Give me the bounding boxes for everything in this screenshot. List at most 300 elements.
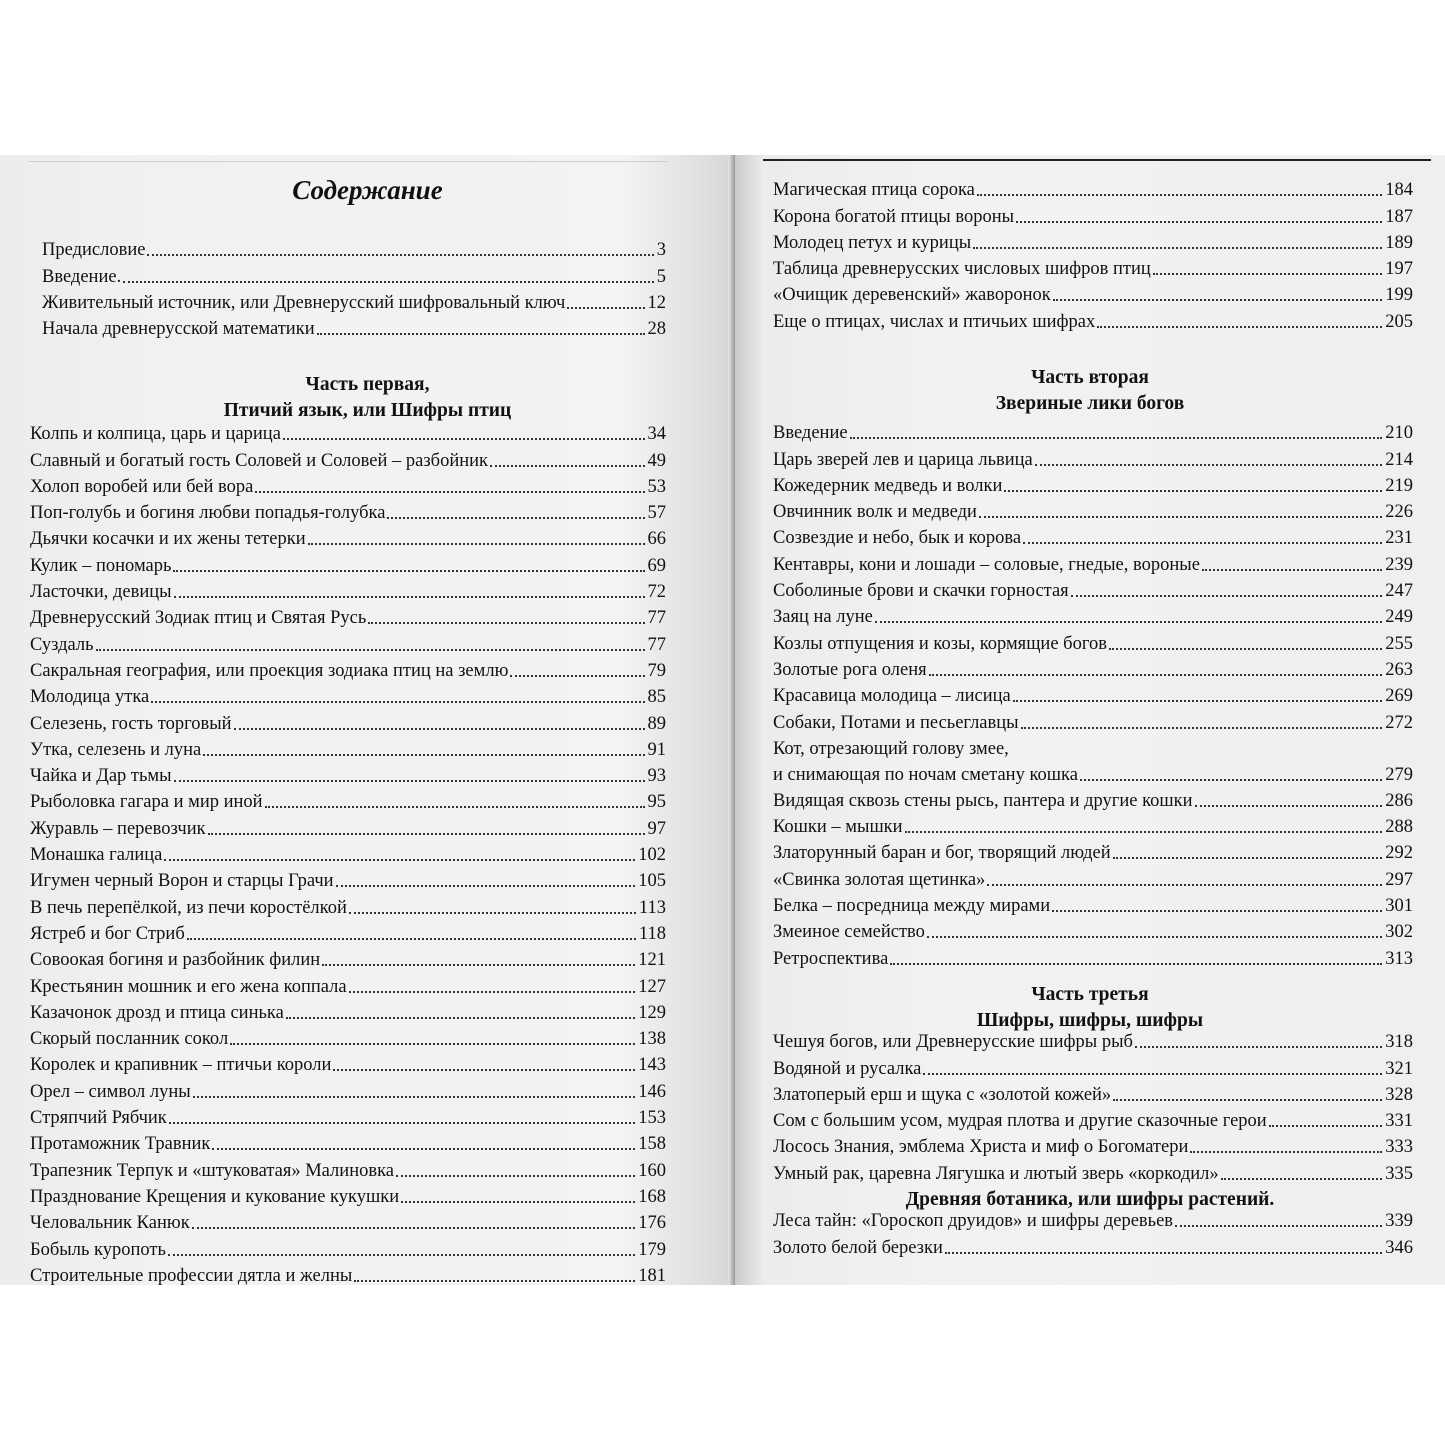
entry-title: Начала древнерусской математики: [42, 319, 315, 340]
entry-page: 77: [647, 634, 666, 655]
entry-title: Козлы отпущения и козы, кормящие богов: [773, 633, 1107, 654]
entry-page: 255: [1385, 633, 1413, 654]
entry-title: Златоперый ерш и щука с «золотой кожей»: [773, 1084, 1112, 1105]
dot-leader: [1023, 542, 1382, 544]
dot-leader: [230, 1043, 635, 1045]
dot-leader: [1071, 595, 1383, 597]
toc-entry: [30, 682, 666, 708]
entry-title: Колпь и колпица, царь и царица: [30, 424, 281, 445]
part2-title: Звериные лики богов: [995, 393, 1185, 414]
dot-leader: [322, 964, 635, 966]
toc-entry: [773, 306, 1413, 332]
toc-entry: [30, 945, 666, 971]
entry-page: 339: [1385, 1211, 1413, 1232]
entry-title: Стряпчий Рябчик: [30, 1108, 167, 1129]
entry-title: Видящая сквозь стены рысь, пантера и другие кошки: [773, 790, 1193, 811]
entry-page: 189: [1385, 232, 1413, 253]
entry-title: Молодица утка: [30, 687, 150, 708]
entry-page: 143: [638, 1055, 666, 1076]
entry-page: 113: [638, 897, 666, 918]
toc-entry: [773, 891, 1413, 917]
toc-entry: [30, 1050, 666, 1076]
toc-entry: [30, 813, 666, 839]
entry-title: Овчинник волк и медведи: [773, 502, 977, 523]
entry-page: 247: [1385, 581, 1413, 602]
entry-title: Рыболовка гагара и мир иной: [30, 792, 263, 813]
entry-title: Ретроспектива: [773, 948, 889, 969]
toc-entry: [773, 681, 1413, 707]
dot-leader: [265, 806, 645, 808]
dot-leader: [1004, 490, 1382, 492]
toc-entry: [30, 761, 666, 787]
entry-page: 102: [638, 845, 666, 866]
dot-leader: [283, 438, 645, 440]
dot-leader: [1113, 857, 1383, 859]
dot-leader: [1016, 221, 1382, 223]
entry-page: 288: [1385, 817, 1413, 838]
dot-leader: [850, 437, 1383, 439]
entry-page: 138: [638, 1029, 666, 1050]
dot-leader: [1202, 569, 1382, 571]
entry-page: 158: [638, 1134, 666, 1155]
toc-entry: [30, 629, 666, 655]
entry-title: Сакральная география, или проекция зодиака птиц на землю: [30, 660, 509, 681]
entry-title: Кот, отрезающий голову змее,: [773, 738, 1009, 759]
dot-leader: [567, 307, 644, 309]
entry-title: Белка – посредница между мирами: [773, 896, 1051, 917]
page-rule: [28, 161, 668, 162]
entry-page: 12: [647, 292, 666, 313]
toc-entry: [773, 628, 1413, 654]
entry-title: Умный рак, царевна Лягушка и лютый зверь «коркодил»: [773, 1163, 1219, 1184]
toc-entry: [773, 864, 1413, 890]
entry-title: Корона богатой птицы вороны: [773, 206, 1015, 227]
toc-entry: [773, 602, 1413, 628]
dot-leader: [1013, 700, 1382, 702]
toc-entry: [30, 971, 666, 997]
entry-title: Королек и крапивник – птичьи короли: [30, 1055, 332, 1076]
dot-leader: [929, 674, 1383, 676]
toc-entry: [773, 549, 1413, 575]
part1-title: Птичий язык, или Шифры птиц: [223, 400, 512, 421]
dot-leader: [349, 991, 636, 993]
toc-entry: [30, 1024, 666, 1050]
botany-title: Древняя ботаника, или шифры растений.: [905, 1189, 1275, 1210]
entry-title: Змеиное семейство: [773, 922, 925, 943]
toc-entry: [30, 603, 666, 629]
dot-leader: [1109, 648, 1382, 650]
dot-leader: [333, 1069, 635, 1071]
entry-page: 302: [1385, 922, 1413, 943]
entry-page: 331: [1385, 1111, 1413, 1132]
entry-page: 205: [1385, 311, 1413, 332]
toc-entry: [773, 471, 1413, 497]
entry-title: Холоп воробей или бей вора: [30, 476, 254, 497]
dot-leader: [1269, 1125, 1383, 1127]
entry-title: Кожедерник медведь и волки: [773, 475, 1003, 496]
entry-page: 49: [647, 450, 666, 471]
entry-page: 333: [1385, 1137, 1413, 1158]
toc-entry: [773, 254, 1413, 280]
entry-title: Водяной и русалка: [773, 1058, 922, 1079]
dot-leader: [169, 1122, 635, 1124]
entry-title: «Очищик деревенский» жаворонок: [773, 285, 1051, 306]
entry-page: 66: [647, 529, 666, 550]
entry-page: 3: [656, 240, 666, 261]
entry-page: 118: [638, 923, 666, 944]
toc-entry: [30, 445, 666, 471]
toc-entry: [30, 550, 666, 576]
dot-leader: [174, 596, 645, 598]
toc-entry: [773, 228, 1413, 254]
dot-leader: [1113, 1099, 1382, 1101]
entry-title: Еще о птицах, числах и птичьих шифрах: [773, 311, 1096, 332]
entry-title: Строительные профессии дятла и желны: [30, 1265, 353, 1285]
toc-entry: [42, 235, 666, 261]
entry-page: 93: [647, 766, 666, 787]
dot-leader: [890, 963, 1382, 965]
dot-leader: [203, 754, 644, 756]
entry-title: Царь зверей лев и царица львица: [773, 449, 1033, 470]
entry-page: 5: [656, 266, 666, 287]
toc-entry: [30, 1234, 666, 1260]
entry-title: Золото белой березки: [773, 1237, 943, 1258]
entry-page: 328: [1385, 1084, 1413, 1105]
dot-leader: [212, 1148, 635, 1150]
entry-line: [773, 734, 1413, 760]
entry-title: Селезень, гость торговый: [30, 713, 232, 734]
dot-leader: [1190, 1151, 1382, 1153]
dot-leader: [396, 1175, 635, 1177]
entry-page: 263: [1385, 659, 1413, 680]
toc-entry: [773, 1080, 1413, 1106]
entry-title: Поп-голубь и богиня любви попадья-голубка: [30, 503, 386, 524]
entry-page: 34: [647, 424, 666, 445]
dot-leader: [510, 675, 644, 677]
toc-entry: [30, 866, 666, 892]
entry-title: Монашка галица: [30, 845, 163, 866]
toc-entry: [42, 261, 666, 287]
entry-page: 301: [1385, 896, 1413, 917]
toc-entry: [773, 943, 1413, 969]
dot-leader: [923, 1073, 1382, 1075]
entry-page: 272: [1385, 712, 1413, 733]
dot-leader: [1135, 1046, 1382, 1048]
entry-page: 28: [647, 319, 666, 340]
entry-page: 279: [1385, 764, 1413, 785]
dot-leader: [123, 281, 654, 283]
entry-title: Введение: [773, 423, 848, 444]
toc-entry: [30, 419, 666, 445]
toc-entry: [30, 735, 666, 761]
entry-title: Златорунный баран и бог, творящий людей: [773, 843, 1111, 864]
toc-entry: [773, 838, 1413, 864]
entry-page: 53: [647, 476, 666, 497]
dot-leader: [1080, 779, 1382, 781]
toc-entry: [42, 314, 666, 340]
part3-list: [773, 1027, 1413, 1185]
toc-entry: [30, 1076, 666, 1102]
toc-entry: [30, 998, 666, 1024]
entry-title: Крестьянин мошник и его жена коппала: [30, 976, 347, 997]
continued-list: [773, 175, 1413, 333]
dot-leader: [255, 491, 644, 493]
entry-title: Сом с большим усом, мудрая плотва и другие сказочные герои: [773, 1111, 1267, 1132]
entry-page: 219: [1385, 475, 1413, 496]
dot-leader: [927, 936, 1382, 938]
toc-entry: [773, 1106, 1413, 1132]
dot-leader: [977, 194, 1382, 196]
entry-title: Кентавры, кони и лошади – соловые, гнедые, вороные: [773, 554, 1200, 575]
entry-title: Игумен черный Ворон и старцы Грачи: [30, 871, 334, 892]
entry-page: 214: [1385, 449, 1413, 470]
toc-entry: [773, 1132, 1413, 1158]
entry-page: 146: [638, 1081, 666, 1102]
entry-page: 318: [1385, 1032, 1413, 1053]
entry-title: Скорый посланник сокол: [30, 1029, 229, 1050]
toc-entry: [30, 892, 666, 918]
entry-title: Празднование Крещения и кукование кукушки: [30, 1186, 400, 1207]
entry-title: Протаможник Травник: [30, 1134, 211, 1155]
entry-title: Ласточки, девицы: [30, 582, 172, 603]
entry-page: 346: [1385, 1237, 1413, 1258]
front-matter-list: [42, 235, 666, 340]
toc-entry: [30, 656, 666, 682]
part2-list: [773, 418, 1413, 970]
entry-title: Трапезник Терпук и «штуковатая» Малиновка: [30, 1160, 394, 1181]
dot-leader: [164, 859, 635, 861]
entry-title: Собаки, Потами и песьеглавцы: [773, 712, 1019, 733]
entry-title: Соболиные брови и скачки горностая: [773, 581, 1069, 602]
toc-entry: [30, 472, 666, 498]
toc-entry: [773, 786, 1413, 812]
toc-entry: [773, 1053, 1413, 1079]
toc-entry: [30, 1103, 666, 1129]
entry-title: Чешуя богов, или Древнерусские шифры рыб: [773, 1032, 1133, 1053]
toc-entry: [773, 280, 1413, 306]
entry-title: Леса тайн: «Гороскоп друидов» и шифры деревьев: [773, 1211, 1174, 1232]
right-page: [735, 155, 1445, 1285]
dot-leader: [336, 885, 636, 887]
toc-entry: [773, 655, 1413, 681]
entry-title: Таблица древнерусских числовых шифров птиц: [773, 259, 1151, 280]
entry-page: 197: [1385, 259, 1413, 280]
dot-leader: [1153, 273, 1382, 275]
dot-leader: [174, 780, 645, 782]
toc-entry: [773, 1158, 1413, 1184]
toc-entry: [773, 175, 1413, 201]
toc-entry: [30, 708, 666, 734]
dot-leader: [1221, 1178, 1383, 1180]
dot-leader: [401, 1201, 635, 1203]
dot-leader: [1021, 727, 1383, 729]
entry-page: 105: [638, 871, 666, 892]
dot-leader: [208, 833, 645, 835]
entry-title: Живительный источник, или Древнерусский шифровальный ключ: [42, 292, 566, 313]
entry-page: 153: [638, 1108, 666, 1129]
entry-title: Предисловие: [42, 240, 146, 261]
entry-title: Кошки – мышки: [773, 817, 903, 838]
entry-title: Кулик – пономарь: [30, 555, 172, 576]
dot-leader: [905, 831, 1383, 833]
entry-page: 184: [1385, 180, 1413, 201]
toc-entry: [773, 576, 1413, 602]
dot-leader: [945, 1252, 1382, 1254]
entry-page: 321: [1385, 1058, 1413, 1079]
toc-entry: [773, 523, 1413, 549]
entry-title: Лосось Знания, эмблема Христа и миф о Богоматери: [773, 1137, 1189, 1158]
dot-leader: [286, 1017, 635, 1019]
entry-title: Дьячки косачки и их жены тетерки: [30, 529, 306, 550]
dot-leader: [193, 1096, 636, 1098]
dot-leader: [96, 649, 645, 651]
dot-leader: [349, 912, 636, 914]
entry-page: 187: [1385, 206, 1413, 227]
entry-page: 127: [638, 976, 666, 997]
entry-title: Ястреб и бог Стриб: [30, 923, 185, 944]
entry-page: 179: [638, 1239, 666, 1260]
toc-entry: [30, 1129, 666, 1155]
entry-page: 292: [1385, 843, 1413, 864]
entry-title: Славный и богатый гость Соловей и Соловей – разбойник: [30, 450, 489, 471]
dot-leader: [317, 333, 645, 335]
entry-page: 121: [638, 950, 666, 971]
entry-page: 79: [647, 660, 666, 681]
dot-leader: [192, 1227, 636, 1229]
dot-leader: [1097, 326, 1382, 328]
entry-page: 335: [1385, 1163, 1413, 1184]
entry-title: Древнерусский Зодиак птиц и Святая Русь: [30, 608, 367, 629]
dot-leader: [368, 622, 644, 624]
toc-entry: [30, 1208, 666, 1234]
dot-leader: [1195, 805, 1383, 807]
entry-page: 129: [638, 1002, 666, 1023]
toc-entry: [773, 707, 1413, 733]
dot-leader: [1175, 1225, 1382, 1227]
entry-page: 269: [1385, 686, 1413, 707]
toc-entry: [773, 444, 1413, 470]
toc-entry: [773, 497, 1413, 523]
entry-line: [773, 760, 1413, 786]
dot-leader: [1053, 299, 1382, 301]
part1-list: [30, 419, 666, 1285]
toc-entry: [30, 840, 666, 866]
left-page: [0, 155, 735, 1285]
toc-entry: [773, 812, 1413, 838]
entry-title: Казачонок дрозд и птица синька: [30, 1002, 284, 1023]
entry-page: 69: [647, 555, 666, 576]
entry-page: 231: [1385, 528, 1413, 549]
dot-leader: [987, 884, 1382, 886]
toc-entry: [42, 288, 666, 314]
entry-title: В печь перепёлкой, из печи коростёлкой: [30, 897, 347, 918]
entry-page: 199: [1385, 285, 1413, 306]
toc-entry: [30, 524, 666, 550]
entry-title: Бобыль куропоть: [30, 1239, 166, 1260]
toc-entry: [30, 1182, 666, 1208]
entry-page: 181: [638, 1265, 666, 1285]
entry-page: 286: [1385, 790, 1413, 811]
dot-leader: [308, 543, 645, 545]
part2-label: Часть вторая: [1031, 367, 1149, 388]
entry-page: 210: [1385, 423, 1413, 444]
entry-title: Красавица молодица – лисица: [773, 686, 1011, 707]
dot-leader: [1052, 910, 1382, 912]
dot-leader: [1035, 464, 1382, 466]
entry-title: Заяц на луне: [773, 607, 873, 628]
toc-entry: [30, 1261, 666, 1286]
dot-leader: [875, 621, 1382, 623]
entry-title: Орел – символ луны: [30, 1081, 191, 1102]
dot-leader: [354, 1280, 635, 1282]
toc-entry: [773, 917, 1413, 943]
entry-page: 168: [638, 1186, 666, 1207]
entry-title: Утка, селезень и луна: [30, 739, 202, 760]
entry-title: «Свинка золотая щетинка»: [773, 869, 986, 890]
entry-title: Введение.: [42, 266, 122, 287]
entry-page: 91: [647, 739, 666, 760]
toc-title: Содержание: [292, 175, 443, 205]
entry-title: Магическая птица сорока: [773, 180, 975, 201]
part3-label: Часть третья: [1031, 984, 1149, 1005]
open-book: [0, 155, 1445, 1285]
dot-leader: [234, 728, 645, 730]
entry-title: Человальник Канюк: [30, 1213, 190, 1234]
dot-leader: [973, 247, 1382, 249]
toc-entry: [773, 1027, 1413, 1053]
dot-leader: [187, 938, 636, 940]
entry-title: Журавль – перевозчик: [30, 818, 206, 839]
entry-page: 89: [647, 713, 666, 734]
toc-entry: [773, 201, 1413, 227]
part1-label: Часть первая,: [305, 374, 430, 395]
entry-page: 97: [647, 818, 666, 839]
entry-page: 297: [1385, 869, 1413, 890]
dot-leader: [173, 570, 644, 572]
entry-page: 57: [647, 503, 666, 524]
page-rule: [763, 159, 1431, 161]
entry-title: Совоокая богиня и разбойник филин: [30, 950, 321, 971]
entry-page: 313: [1385, 948, 1413, 969]
toc-entry: [30, 498, 666, 524]
toc-entry: [773, 1232, 1413, 1258]
entry-title: Суздаль: [30, 634, 94, 655]
entry-page: 77: [647, 608, 666, 629]
entry-page: 226: [1385, 502, 1413, 523]
toc-entry: [30, 1155, 666, 1181]
entry-page: 176: [638, 1213, 666, 1234]
dot-leader: [387, 517, 644, 519]
entry-page: 160: [638, 1160, 666, 1181]
toc-entry: [30, 787, 666, 813]
entry-page: 72: [647, 582, 666, 603]
toc-entry: [773, 734, 1413, 786]
botany-list: [773, 1206, 1413, 1259]
toc-entry: [30, 919, 666, 945]
entry-title: Молодец петух и курицы: [773, 232, 972, 253]
entry-title-block: [773, 734, 1413, 786]
entry-page: 239: [1385, 554, 1413, 575]
entry-title: и снимающая по ночам сметану кошка: [773, 764, 1078, 785]
entry-title: Созвездие и небо, бык и корова: [773, 528, 1022, 549]
dot-leader: [168, 1254, 635, 1256]
entry-title: Золотые рога оленя: [773, 659, 927, 680]
dot-leader: [490, 465, 644, 467]
entry-page: 95: [647, 792, 666, 813]
entry-title: Чайка и Дар тьмы: [30, 766, 172, 787]
dot-leader: [151, 701, 644, 703]
entry-page: 249: [1385, 607, 1413, 628]
